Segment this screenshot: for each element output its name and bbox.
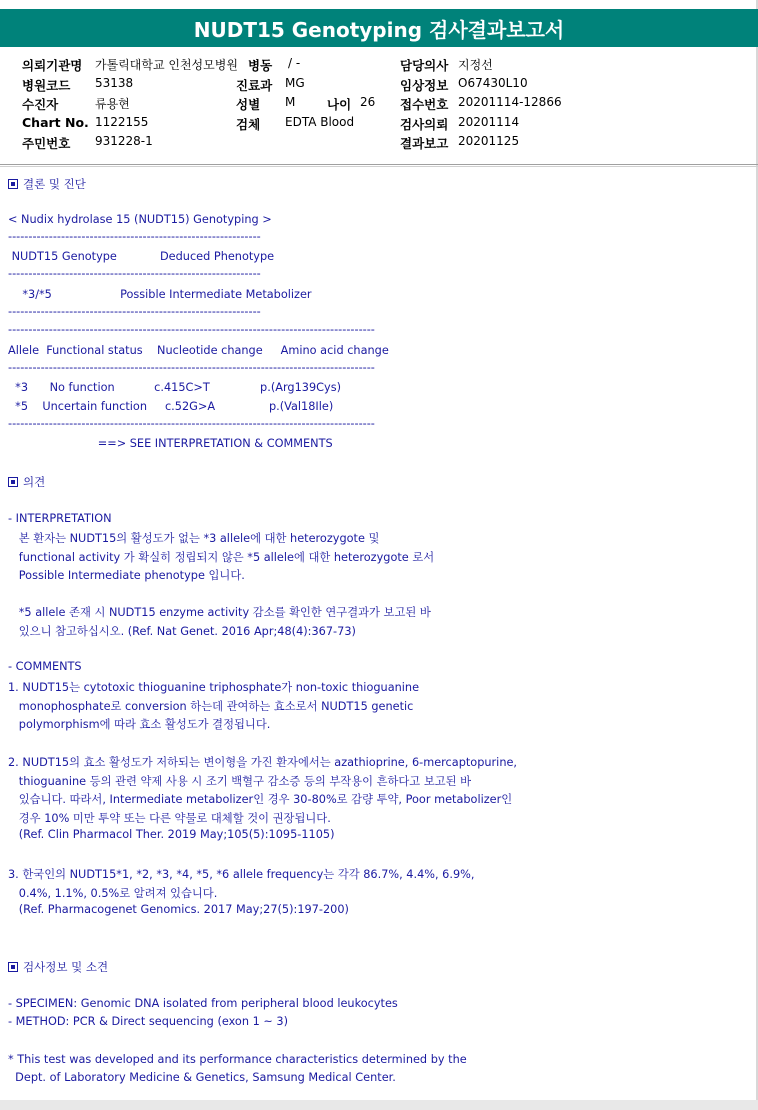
section-title: 의견 bbox=[23, 475, 46, 489]
label-patient: 수진자 bbox=[22, 97, 59, 112]
label-specimen: 검체 bbox=[236, 117, 261, 132]
table-header: NUDT15 Genotype Deduced Phenotype bbox=[8, 250, 275, 263]
see-comments-note: ==> SEE INTERPRETATION & COMMENTS bbox=[8, 437, 333, 450]
text-line: functional activity 가 확실히 정립되지 않은 *5 allele에 대한 heterozygote 로서 bbox=[8, 551, 435, 564]
text-line: - COMMENTS bbox=[8, 660, 82, 673]
text-line: 3. 한국인의 NUDT15*1, *2, *3, *4, *5, *6 allele frequency는 각각 86.7%, 4.4%, 6.9%, bbox=[8, 868, 475, 881]
text-line: 2. NUDT15의 효소 활성도가 저하되는 변이형을 가진 환자에서는 azathioprine, 6-mercaptopurine, bbox=[8, 756, 518, 769]
text-line: 경우 10% 미만 투약 또는 다른 약물로 대체할 것이 권장됩니다. bbox=[8, 812, 331, 825]
text-line: polymorphism에 따라 효소 활성도가 결정됩니다. bbox=[8, 718, 271, 731]
text-line: (Ref. Clin Pharmacol Ther. 2019 May;105(5):1095-1105) bbox=[8, 828, 335, 841]
header-divider bbox=[0, 164, 758, 165]
label-age: 나이 bbox=[327, 97, 352, 112]
patient-header bbox=[0, 52, 758, 164]
label-hospital-code: 병원코드 bbox=[22, 78, 71, 93]
value-hospital-code: 53138 bbox=[95, 76, 134, 90]
text-line: Possible Intermediate phenotype 입니다. bbox=[8, 569, 245, 582]
text-line: 있습니다. 따라서, Intermediate metabolizer인 경우 30-80%로 감량 투약, Poor metabolizer인 bbox=[8, 793, 513, 806]
header-divider-secondary bbox=[0, 166, 758, 167]
text-line: 1. NUDT15는 cytotoxic thioguanine triphosphate가 non-toxic thioguanine bbox=[8, 681, 420, 694]
value-clinical-info: O67430L10 bbox=[458, 76, 528, 90]
section-title: 결론 및 진단 bbox=[23, 177, 86, 191]
text-line: thioguanine 등의 관련 약제 사용 시 조기 백혈구 감소증 등의 부작용이 흔하다고 보고된 바 bbox=[8, 775, 472, 788]
value-resident-no: 931228-1 bbox=[95, 134, 153, 148]
divider-line: -------------------------------------------------------------- bbox=[8, 305, 261, 318]
top-margin bbox=[0, 0, 758, 9]
label-chart-no: Chart No. bbox=[22, 115, 89, 130]
value-age: 26 bbox=[360, 95, 376, 109]
section-heading-test-info bbox=[8, 959, 108, 975]
table-row: *3 No function c.415C>T p.(Arg139Cys) bbox=[8, 381, 341, 394]
section-heading-conclusion bbox=[8, 176, 86, 192]
value-specimen: EDTA Blood bbox=[285, 115, 355, 129]
section-heading-opinion bbox=[8, 474, 45, 490]
label-sex: 성별 bbox=[236, 97, 261, 112]
checkbox-bullet-icon bbox=[8, 179, 18, 189]
value-chart-no: 1122155 bbox=[95, 115, 149, 129]
divider-line: ------------------------------------------------------------------------------------------ bbox=[8, 323, 375, 336]
text-line: monophosphate로 conversion 하는데 관여하는 효소로서 NUDT15 genetic bbox=[8, 700, 414, 713]
text-line: < Nudix hydrolase 15 (NUDT15) Genotyping > bbox=[8, 213, 272, 226]
text-line: - INTERPRETATION bbox=[8, 512, 112, 525]
value-sex: M bbox=[285, 95, 296, 109]
value-department: MG bbox=[285, 76, 305, 90]
table-header: Allele Functional status Nucleotide change Amino acid change bbox=[8, 344, 389, 357]
table-row: *3/*5 Possible Intermediate Metabolizer bbox=[8, 288, 312, 301]
label-request-date: 검사의뢰 bbox=[400, 117, 449, 132]
label-clinical-info: 임상정보 bbox=[400, 78, 449, 93]
text-line: - SPECIMEN: Genomic DNA isolated from peripheral blood leukocytes bbox=[8, 997, 398, 1010]
label-ward: 병동 bbox=[248, 58, 273, 73]
checkbox-bullet-icon bbox=[8, 477, 18, 487]
checkbox-bullet-icon bbox=[8, 962, 18, 972]
divider-line: ------------------------------------------------------------------------------------------ bbox=[8, 417, 375, 430]
label-report-date: 결과보고 bbox=[400, 136, 449, 151]
table-row: *5 Uncertain function c.52G>A p.(Val18Ile) bbox=[8, 400, 334, 413]
value-institution: 가톨릭대학교 인천성모병원 bbox=[95, 58, 238, 72]
text-line: Dept. of Laboratory Medicine & Genetics, Samsung Medical Center. bbox=[8, 1071, 396, 1084]
label-resident-no: 주민번호 bbox=[22, 136, 71, 151]
value-report-date: 20201125 bbox=[458, 134, 520, 148]
text-line: 본 환자는 NUDT15의 활성도가 없는 *3 allele에 대한 heterozygote 및 bbox=[8, 532, 380, 545]
label-department: 진료과 bbox=[236, 78, 273, 93]
text-line: 0.4%, 1.1%, 0.5%로 알려져 있습니다. bbox=[8, 887, 218, 900]
text-line: - METHOD: PCR & Direct sequencing (exon 1 ~ 3) bbox=[8, 1015, 289, 1028]
value-patient: 류용현 bbox=[95, 97, 130, 111]
value-request-date: 20201114 bbox=[458, 115, 520, 129]
label-receipt-no: 접수번호 bbox=[400, 97, 449, 112]
value-ward: / - bbox=[288, 56, 301, 70]
text-line: *5 allele 존재 시 NUDT15 enzyme activity 감소를 확인한 연구결과가 보고된 바 bbox=[8, 606, 431, 619]
divider-line: -------------------------------------------------------------- bbox=[8, 230, 261, 243]
value-receipt-no: 20201114-12866 bbox=[458, 95, 562, 109]
section-title: 검사정보 및 소견 bbox=[23, 960, 109, 974]
value-doctor: 지정선 bbox=[458, 58, 493, 72]
text-line: (Ref. Pharmacogenet Genomics. 2017 May;27(5):197-200) bbox=[8, 903, 349, 916]
bottom-scroll-area bbox=[0, 1100, 758, 1110]
label-institution: 의뢰기관명 bbox=[22, 58, 83, 73]
divider-line: -------------------------------------------------------------- bbox=[8, 267, 261, 280]
divider-line: ------------------------------------------------------------------------------------------ bbox=[8, 361, 375, 374]
report-title: NUDT15 Genotyping 검사결과보고서 bbox=[0, 9, 758, 47]
text-line: * This test was developed and its performance characteristics determined by the bbox=[8, 1053, 467, 1066]
label-doctor: 담당의사 bbox=[400, 58, 449, 73]
text-line: 있으니 참고하십시오. (Ref. Nat Genet. 2016 Apr;48(4):367-73) bbox=[8, 625, 356, 638]
